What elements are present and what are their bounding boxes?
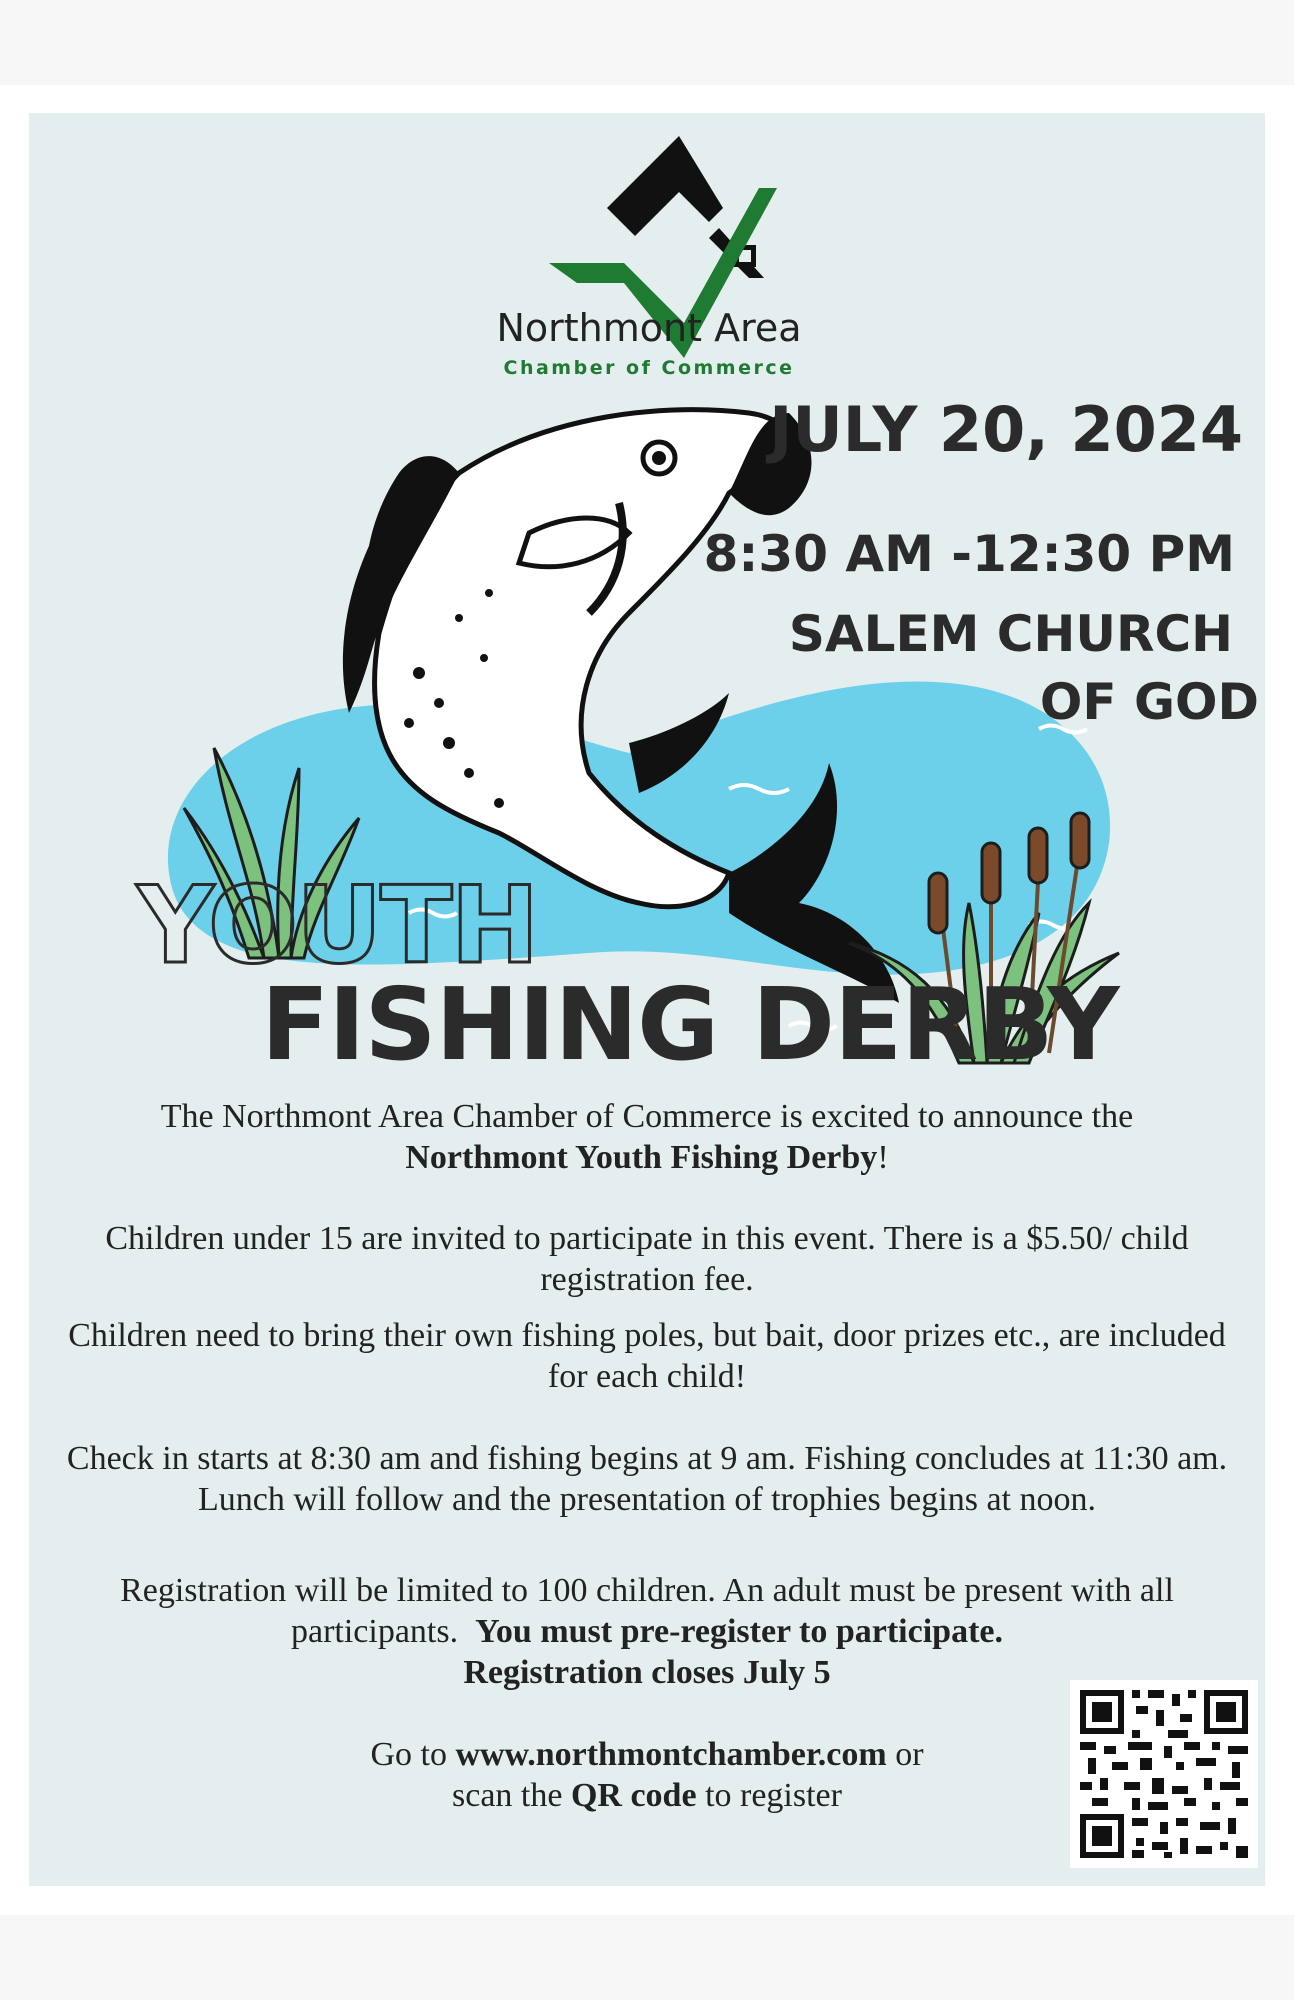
derby-name: Northmont Youth Fishing Derby (405, 1139, 878, 1176)
qr-code[interactable] (1070, 1680, 1258, 1868)
to-register-text: to register (705, 1777, 842, 1814)
register-instructions (49, 1734, 1245, 1816)
intro-end: ! (877, 1139, 889, 1176)
event-location-line2: OF GOD (1039, 673, 1259, 731)
limit-text: Registration will be limited to 100 children. An adult must be present with all participants. (120, 1572, 1174, 1650)
schedule-paragraph: Check in starts at 8:30 am and fishing begins at 9 am. Fishing concludes at 11:30 am. Lunch will follow and the presentation of trophies begins at noon. (66, 1440, 1228, 1518)
eligibility-paragraph: Children under 15 are invited to participate in this event. There is a $5.50/ child registration fee. (105, 1220, 1189, 1298)
headline-youth: YOUTH (137, 864, 538, 987)
scan-text: scan the (452, 1777, 563, 1814)
qr-code-pattern (1070, 1680, 1258, 1868)
intro-paragraph (49, 1096, 1245, 1178)
headline-fishing-derby: FISHING DERBY (261, 966, 1119, 1083)
registration-paragraph (49, 1570, 1245, 1693)
website-link[interactable]: www.northmontchamber.com (455, 1736, 887, 1773)
event-date: JULY 20, 2024 (769, 393, 1243, 466)
flyer (29, 113, 1265, 1886)
goto-text: Go to (370, 1736, 447, 1773)
or-text: or (895, 1736, 924, 1773)
preregister-text: You must pre-register to participate. (475, 1613, 1003, 1650)
intro-text: The Northmont Area Chamber of Commerce is excited to announce the (160, 1098, 1134, 1135)
event-time: 8:30 AM -12:30 PM (703, 525, 1235, 583)
event-location-line1: SALEM CHURCH (788, 605, 1233, 663)
logo-name: Northmont Area (496, 306, 802, 350)
logo-subtitle: Chamber of Commerce (503, 357, 795, 379)
equipment-paragraph: Children need to bring their own fishing poles, but bait, door prizes etc., are included for each child! (68, 1317, 1226, 1395)
qr-label: QR code (570, 1777, 697, 1814)
closes-text: Registration closes July 5 (463, 1654, 831, 1691)
